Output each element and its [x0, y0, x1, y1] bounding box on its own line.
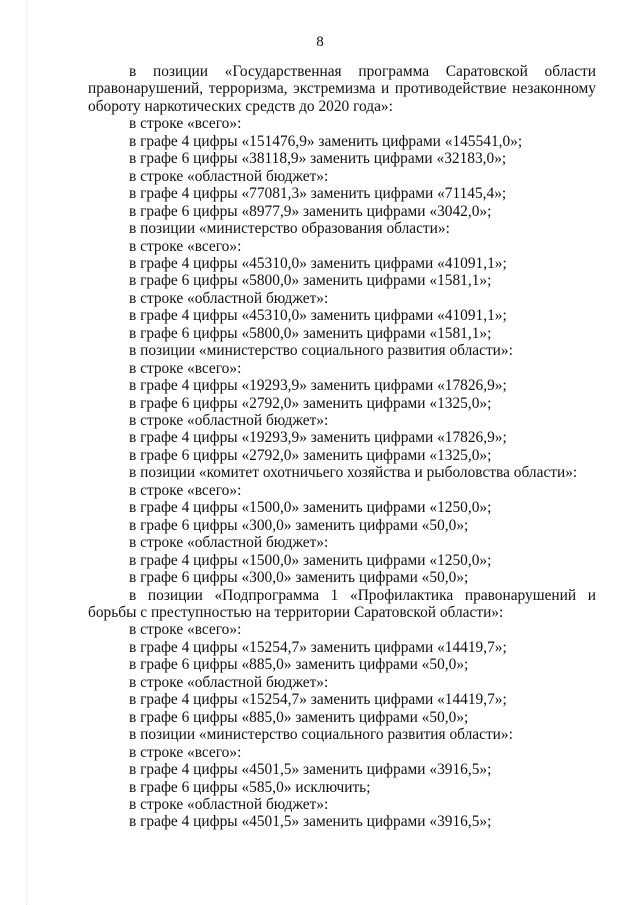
- page-number: 8: [316, 34, 324, 50]
- text-line: в графе 4 цифры «15254,7» заменить цифрами «14419,7»;: [129, 638, 507, 656]
- text-line: в позиции «министерство социального развития области»:: [129, 726, 513, 744]
- text-line: в графе 6 цифры «885,0» заменить цифрами «50,0»;: [129, 656, 469, 674]
- text-line: в графе 4 цифры «19293,9» заменить цифрами «17826,9»;: [129, 377, 507, 395]
- text-line: в графе 6 цифры «2792,0» заменить цифрами «1325,0»;: [129, 394, 492, 412]
- text-line: в графе 4 цифры «15254,7» заменить цифрами «14419,7»;: [129, 691, 507, 709]
- text-line: в строке «всего»:: [129, 743, 242, 761]
- text-line: в позиции «министерство социального развития области»:: [129, 342, 513, 360]
- text-line: в строке «всего»:: [129, 621, 242, 639]
- text-line: в графе 4 цифры «45310,0» заменить цифрами «41091,1»;: [129, 254, 507, 272]
- text-line: в строке «всего»:: [129, 359, 242, 377]
- text-line: в позиции «Государственная программа Саратовской области: [129, 63, 596, 80]
- text-line: в графе 6 цифры «5800,0» заменить цифрами «1581,1»;: [129, 272, 492, 290]
- text-line: в графе 6 цифры «2792,0» заменить цифрами «1325,0»;: [129, 446, 492, 464]
- text-line: в графе 4 цифры «4501,5» заменить цифрами «3916,5»;: [129, 813, 492, 831]
- document-body: [88, 63, 596, 831]
- text-line: в строке «областной бюджет»:: [129, 167, 329, 185]
- text-line: в позиции «Подпрограмма 1 «Профилактика правонарушений и: [129, 586, 596, 604]
- text-line: в графе 6 цифры «300,0» заменить цифрами «50,0»;: [129, 516, 469, 534]
- text-line: в строке «всего»:: [129, 481, 242, 499]
- text-line: в графе 4 цифры «1500,0» заменить цифрами «1250,0»;: [129, 551, 492, 569]
- text-line: в строке «областной бюджет»:: [129, 289, 329, 307]
- text-line: борьбы с преступностью на территории Саратовской области»:: [88, 604, 504, 621]
- text-line: в графе 4 цифры «4501,5» заменить цифрами «3916,5»;: [129, 761, 492, 779]
- text-line: в графе 6 цифры «38118,9» заменить цифрами «32183,0»;: [129, 150, 507, 168]
- text-line: обороту наркотических средств до 2020 года»:: [88, 97, 393, 115]
- text-line: в графе 4 цифры «77081,3» заменить цифрами «71145,4»;: [129, 185, 507, 203]
- text-line: в графе 6 цифры «5800,0» заменить цифрами «1581,1»;: [129, 324, 492, 342]
- text-line: в строке «областной бюджет»:: [129, 673, 329, 691]
- text-line: в графе 6 цифры «300,0» заменить цифрами «50,0»;: [129, 569, 469, 587]
- text-line: в строке «областной бюджет»:: [129, 795, 329, 813]
- text-line: в позиции «министерство образования области»:: [129, 220, 450, 238]
- text-line: правонарушений, терроризма, экстремизма и противодействие незаконному: [88, 80, 596, 98]
- text-line: в строке «всего»:: [129, 115, 242, 133]
- text-line: в графе 4 цифры «151476,9» заменить цифрами «145541,0»;: [129, 132, 523, 150]
- scan-margin-line: [26, 0, 28, 905]
- text-line: в графе 6 цифры «585,0» исключить;: [129, 778, 371, 796]
- text-line: в строке «областной бюджет»:: [129, 534, 329, 552]
- text-line: в графе 6 цифры «885,0» заменить цифрами «50,0»;: [129, 708, 469, 726]
- text-line: в строке «областной бюджет»:: [129, 412, 329, 430]
- text-line: в строке «всего»:: [129, 237, 242, 255]
- text-line: в графе 4 цифры «19293,9» заменить цифрами «17826,9»;: [129, 429, 507, 447]
- text-line: в позиции «комитет охотничьего хозяйства и рыболовства области»:: [129, 464, 578, 482]
- text-line: в графе 4 цифры «1500,0» заменить цифрами «1250,0»;: [129, 499, 492, 517]
- text-line: в графе 6 цифры «8977,9» заменить цифрами «3042,0»;: [129, 202, 492, 220]
- text-line: в графе 4 цифры «45310,0» заменить цифрами «41091,1»;: [129, 307, 507, 325]
